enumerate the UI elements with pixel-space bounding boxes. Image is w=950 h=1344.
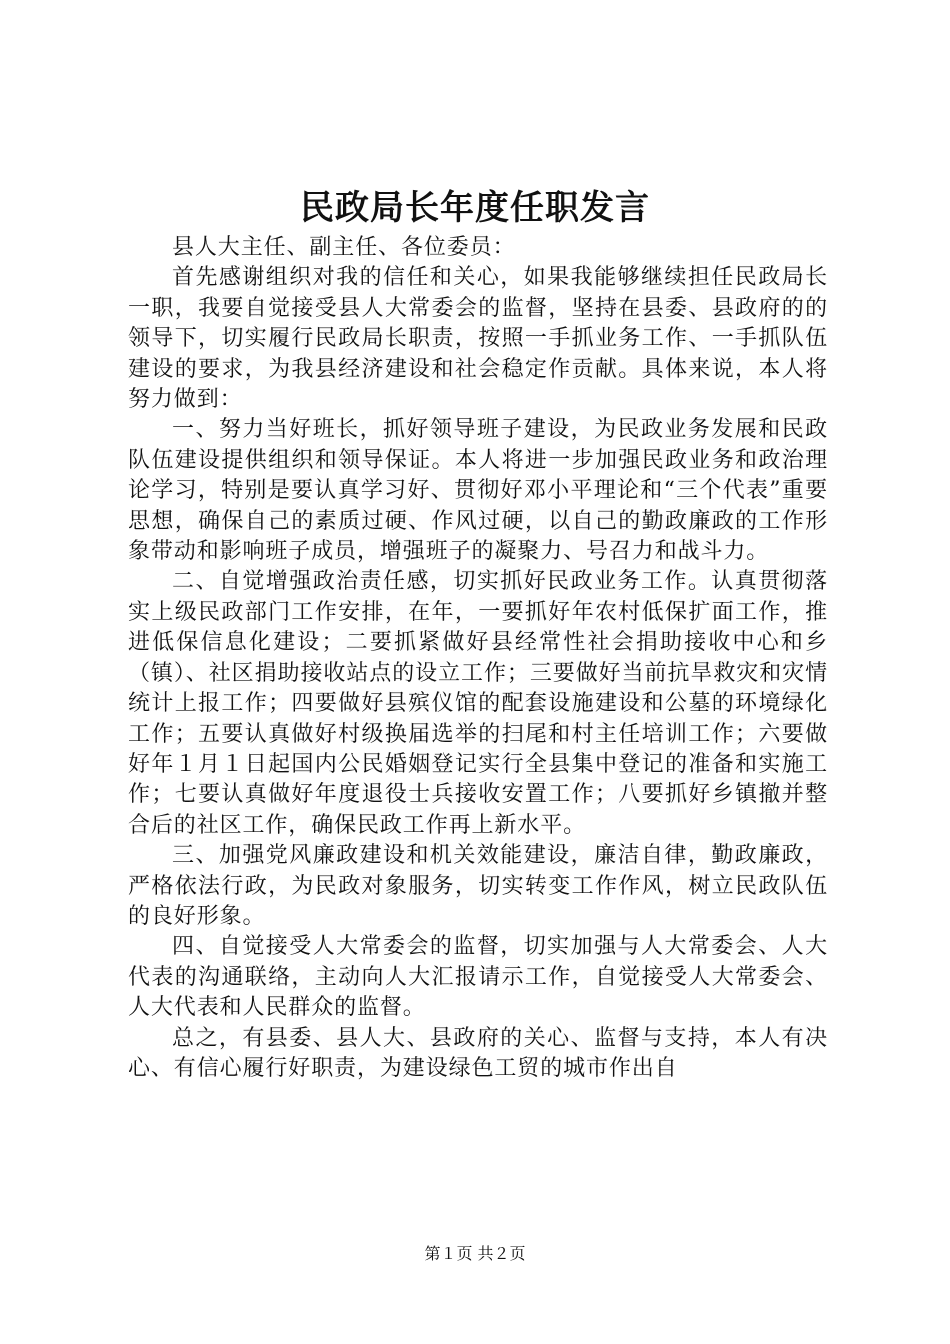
intro-paragraph: 首先感谢组织对我的信任和关心，如果我能够继续担任民政局长一职，我要自觉接受县人大常委会的监督，坚持在县委、县政府的的领导下，切实履行民政局长职责，按照一手抓业务工作、一手抓队伍建设的要求，为我县经济建设和社会稳定作贡献。具体来说，本人将努力做到： (128, 265, 828, 413)
conclusion-paragraph: 总之，有县委、县人大、县政府的关心、监督与支持，本人有决心、有信心履行好职责，为建设绿色工贸的城市作出自 (128, 1025, 828, 1081)
document-body (128, 233, 828, 1084)
document-title: 民政局长年度任职发言 (300, 188, 650, 228)
salutation-paragraph: 县人大主任、副主任、各位委员： (172, 235, 516, 260)
point-three-paragraph: 三、加强党风廉政建设和机关效能建设，廉洁自律，勤政廉政，严格依法行政，为民政对象服务，切实转变工作作风，树立民政队伍的良好形象。 (128, 843, 828, 929)
point-four-paragraph: 四、自觉接受人大常委会的监督，切实加强与人大常委会、人大代表的沟通联络，主动向人大汇报请示工作，自觉接受人大常委会、人大代表和人民群众的监督。 (128, 934, 828, 1021)
page-number-footer: 第１页 共２页 (424, 1244, 526, 1263)
point-one-paragraph: 一、努力当好班长，抓好领导班子建设，为民政业务发展和民政队伍建设提供组织和领导保证。本人将进一步加强民政业务和政治理论学习，特别是要认真学习好、贯彻好邓小平理论和“三个代表”重要思想，确保自己的素质过硬、作风过硬，以自己的勤政廉政的工作形象带动和影响班子成员，增强班子的凝聚力、号召力和战斗力。 (128, 417, 828, 565)
point-two-paragraph: 二、自觉增强政治责任感，切实抓好民政业务工作。认真贯彻落实上级民政部门工作安排，在年，一要抓好年农村低保扩面工作，推进低保信息化建设；二要抓紧做好县经常性社会捐助接收中心和乡（镇）、社区捐助接收站点的设立工作；三要做好当前抗旱救灾和灾情统计上报工作；四要做好县殡仪馆的配套设施建设和公墓的环境绿化工作；五要认真做好村级换届选举的扫尾和村主任培训工作；六要做好年１月１日起国内公民婚姻登记实行全县集中登记的准备和实施工作；七要认真做好年度退役士兵接收安置工作；八要抓好乡镇撤并整合后的社区工作，确保民政工作再上新水平。 (128, 569, 828, 838)
